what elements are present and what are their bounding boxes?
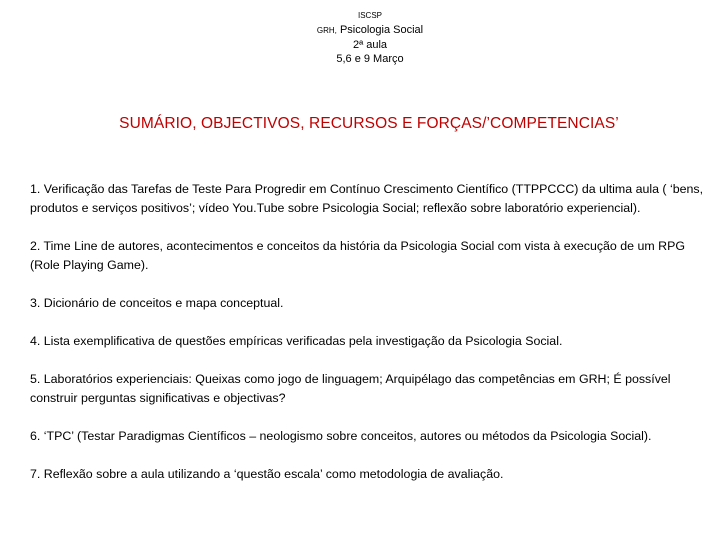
dates-label: 5,6 e 9 Março bbox=[336, 53, 404, 65]
agenda-item-1: 1. Verificação das Tarefas de Teste Para Progredir em Contínuo Crescimento Científico (TTPPCCC) da ultima aula ( ‘bens, produtos e serviços positivos’; vídeo You.Tube sobre Psicologia Social; reflexão sobre laboratório experiencial). bbox=[30, 182, 704, 215]
course-name: Psicologia Social bbox=[336, 24, 424, 36]
slide-title: SUMÁRIO, OBJECTIVOS, RECURSOS E FORÇAS/’COMPETENCIAS’ bbox=[119, 115, 619, 132]
agenda-list bbox=[30, 180, 710, 503]
session-label: 2ª aula bbox=[352, 39, 388, 51]
agenda-item-7: 7. Reflexão sobre a aula utilizando a ‘questão escala’ como metodologia de avaliação. bbox=[30, 467, 504, 481]
agenda-item-4: 4. Lista exemplificativa de questões empíricas verificadas pela investigação da Psicologia Social. bbox=[30, 334, 563, 348]
course-label bbox=[0, 23, 720, 38]
agenda-item-3: 3. Dicionário de conceitos e mapa conceptual. bbox=[30, 296, 284, 310]
agenda-item-6: 6. ‘TPC’ (Testar Paradigmas Científicos – neologismo sobre conceitos, autores ou métodos da Psicologia Social). bbox=[30, 429, 652, 443]
agenda-item-5: 5. Laboratórios experienciais: Queixas como jogo de linguagem; Arquipélago das competências em GRH; É possível construir perguntas significativas e objectivas? bbox=[30, 372, 671, 405]
agenda-item-2: 2. Time Line de autores, acontecimentos e conceitos da história da Psicologia Social com vista à execução de um RPG (Role Playing Game). bbox=[30, 239, 685, 272]
institution-label: ISCSP bbox=[357, 11, 382, 20]
slide-header bbox=[0, 9, 720, 66]
course-prefix: GRH, bbox=[316, 26, 337, 35]
